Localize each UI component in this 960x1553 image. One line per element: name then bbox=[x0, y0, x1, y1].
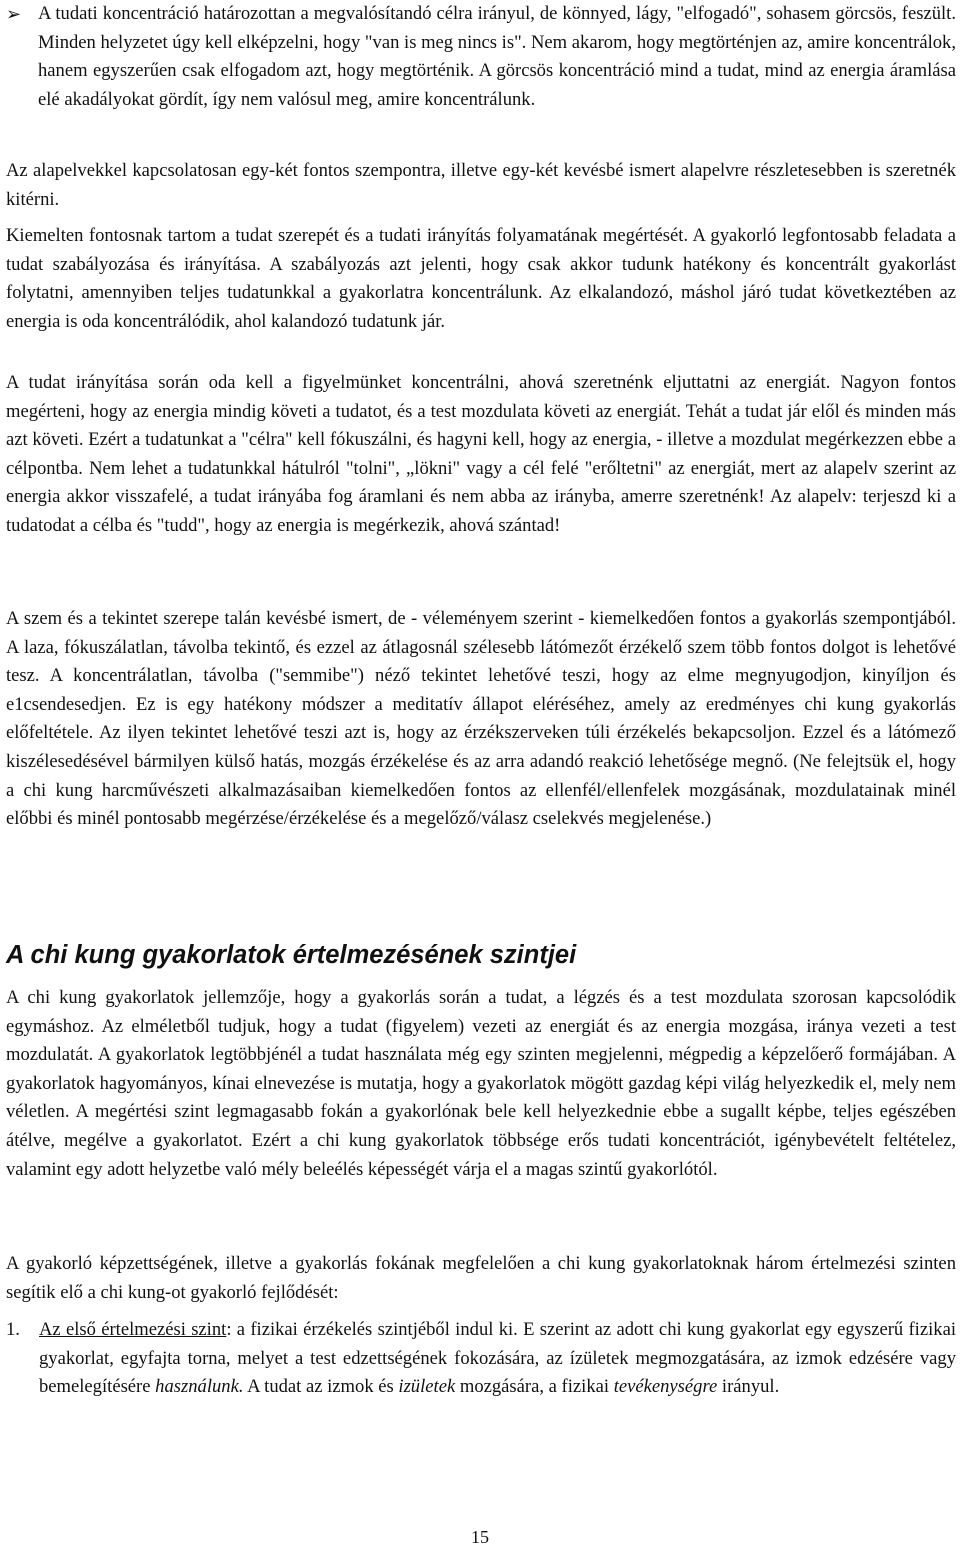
paragraph: Kiemelten fontosnak tartom a tudat szerepét és a tudati irányítás folyamatának megértését. A gyakorló legfontosabb feladata a tudat szabályozása és irányítása. A szabályozás azt jelenti, hogy csak akkor tudunk hatékony és koncentrált gyakorlást folytatni, amennyiben teljes tudatunkkal a gyakorlatra koncentrálunk. Az elkalandozó, máshol járó tudat következtében az energia is oda koncentrálódik, ahol kalandozó tudatunk jár. bbox=[6, 225, 956, 332]
arrow-bullet-icon: ➢ bbox=[6, 4, 22, 25]
paragraph: A chi kung gyakorlatok jellemzője, hogy a gyakorlás során a tudat, a légzés és a test mozdulata szorosan kapcsolódik egymáshoz. Az elméletből tudjuk, hogy a tudat (figyelem) vezeti az energiát és az energia mozgása, iránya vezeti a test mozdulatát. A gyakorlatok legtöbbjénél a tudat használata még egy szinten megjelenni, mégpedig a képzelőerő formájában. A gyakorlatok hagyományos, kínai elnevezése is mutatja, hogy a gyakorlatok mögött gazdag képi világ helyezkedik el, mely nem véletlen. A megértési szint legmagasabb fokán a gyakorlónak bele kell helyezkednie ebbe a sugallt képbe, teljes egészében átélve, megélve a gyakorlatot. Ezért a chi kung gyakorlatok többsége erős tudati koncentrációt, igénybevételt feltételez, valamint egy adott helyzetbe való mély beleélés képességét várja el a magas szintű gyakorlótól. bbox=[6, 987, 956, 1180]
paragraph: A gyakorló képzettségének, illetve a gyakorlás fokának megfelelően a chi kung gyakorlatoknak három értelmezési szinten segítik elő a chi kung-ot gyakorló fejlődését: bbox=[6, 1253, 956, 1303]
paragraph: A szem és a tekintet szerepe talán kevésbé ismert, de - véleményem szerint - kiemelkedően fontos a gyakorlás szempontjából. A laza, fókuszálatlan, távolba tekintő, és ezzel az átlagosnál szélesebb látómezőt érzékelő szem több fontos dolgot is lehetővé tesz. A koncentrálatlan, távolba ("semmibe") néző tekintet lehetővé teszi, hogy az elme megnyugodjon, kinyíljon és e1csendesedjen. Ez is egy hatékony módszer a meditatív állapot eléréséhez, amely az eredményes chi kung gyakorlás előfeltétele. Az ilyen tekintet lehetővé teszi azt is, hogy az érzékszerveken túli érzékelés bekapcsoljon. Ezzel és a látómező kiszélesedésével bármilyen külső hatás, mozgás érzékelése és az arra adandó reakció lehetősége megnő. (Ne felejtsük el, hogy a chi kung harcművészeti alkalmazásaiban kiemelkedően fontos az ellenfél/ellenfelek mozgásának, mozdulatainak minél előbbi és minél pontosabb megérzése/érzékelése és a megelőző/válasz cselekvés megjelenése.) bbox=[6, 608, 956, 830]
item-text: Az első értelmezési szint: a fizikai érzékelés szintjéből indul ki. E szerint az adott chi kung gyakorlat egy egyszerű fizikai gyakorlat, egyfajta torna, melyet a test edzettségének fokozására, az ízületek megmozgatására, az izmok edzésére vagy bemelegítésére használunk. A tudat az izmok és izületek mozgására, a fizikai tevékenységre irányul. bbox=[39, 1319, 956, 1398]
section-heading: A chi kung gyakorlatok értelmezésének szintjei bbox=[6, 941, 577, 969]
bullet-item bbox=[6, 0, 956, 114]
bullet-text: A tudati koncentráció határozottan a megvalósítandó célra irányul, de könnyed, lágy, "elfogadó", sohasem görcsös, feszült. Minden helyzetet úgy kell elképzelni, hogy "van is meg nincs is". Nem akarom, hogy megtörténjen az, amire koncentrálok, hanem egyszerűen csak elfogadom azt, hogy megtörténik. A görcsös koncentráció mind a tudat, mind az energia áramlása elé akadályokat gördít, így nem valósul meg, amire koncentrálunk. bbox=[38, 3, 956, 110]
paragraph: A tudat irányítása során oda kell a figyelmünket koncentrálni, ahová szeretnénk eljuttatni az energiát. Nagyon fontos megérteni, hogy az energia mindig követi a tudatot, és a test mozdulata követi az energiát. Tehát a tudat jár elől és minden más azt követi. Ezért a tudatunkat a "célra" kell fókuszálni, és hagyni kell, hogy az energia, - illetve a mozdulat megérkezzen ebbe a célpontba. Nem lehet a tudatunkkal hátulról "tolni", „lökni" vagy a cél felé "erőltetni" az energiát, mert az alapelv szerint az energia akkor visszafelé, a tudat irányába fog áramlani és nem abba az irányba, amerre szeretnénk! Az alapelv: terjeszd ki a tudatodat a célba és "tudd", hogy az energia is megérkezik, ahová szántad! bbox=[6, 372, 956, 536]
item-number: 1. bbox=[6, 1319, 20, 1340]
numbered-item bbox=[6, 1316, 956, 1402]
item-title: Az első értelmezési szint bbox=[39, 1319, 227, 1340]
page-number: 15 bbox=[471, 1527, 489, 1547]
paragraph: Az alapelvekkel kapcsolatosan egy-két fontos szempontra, illetve egy-két kevésbé ismert alapelvre részletesebben is szeretnék kitérni. bbox=[6, 160, 956, 210]
